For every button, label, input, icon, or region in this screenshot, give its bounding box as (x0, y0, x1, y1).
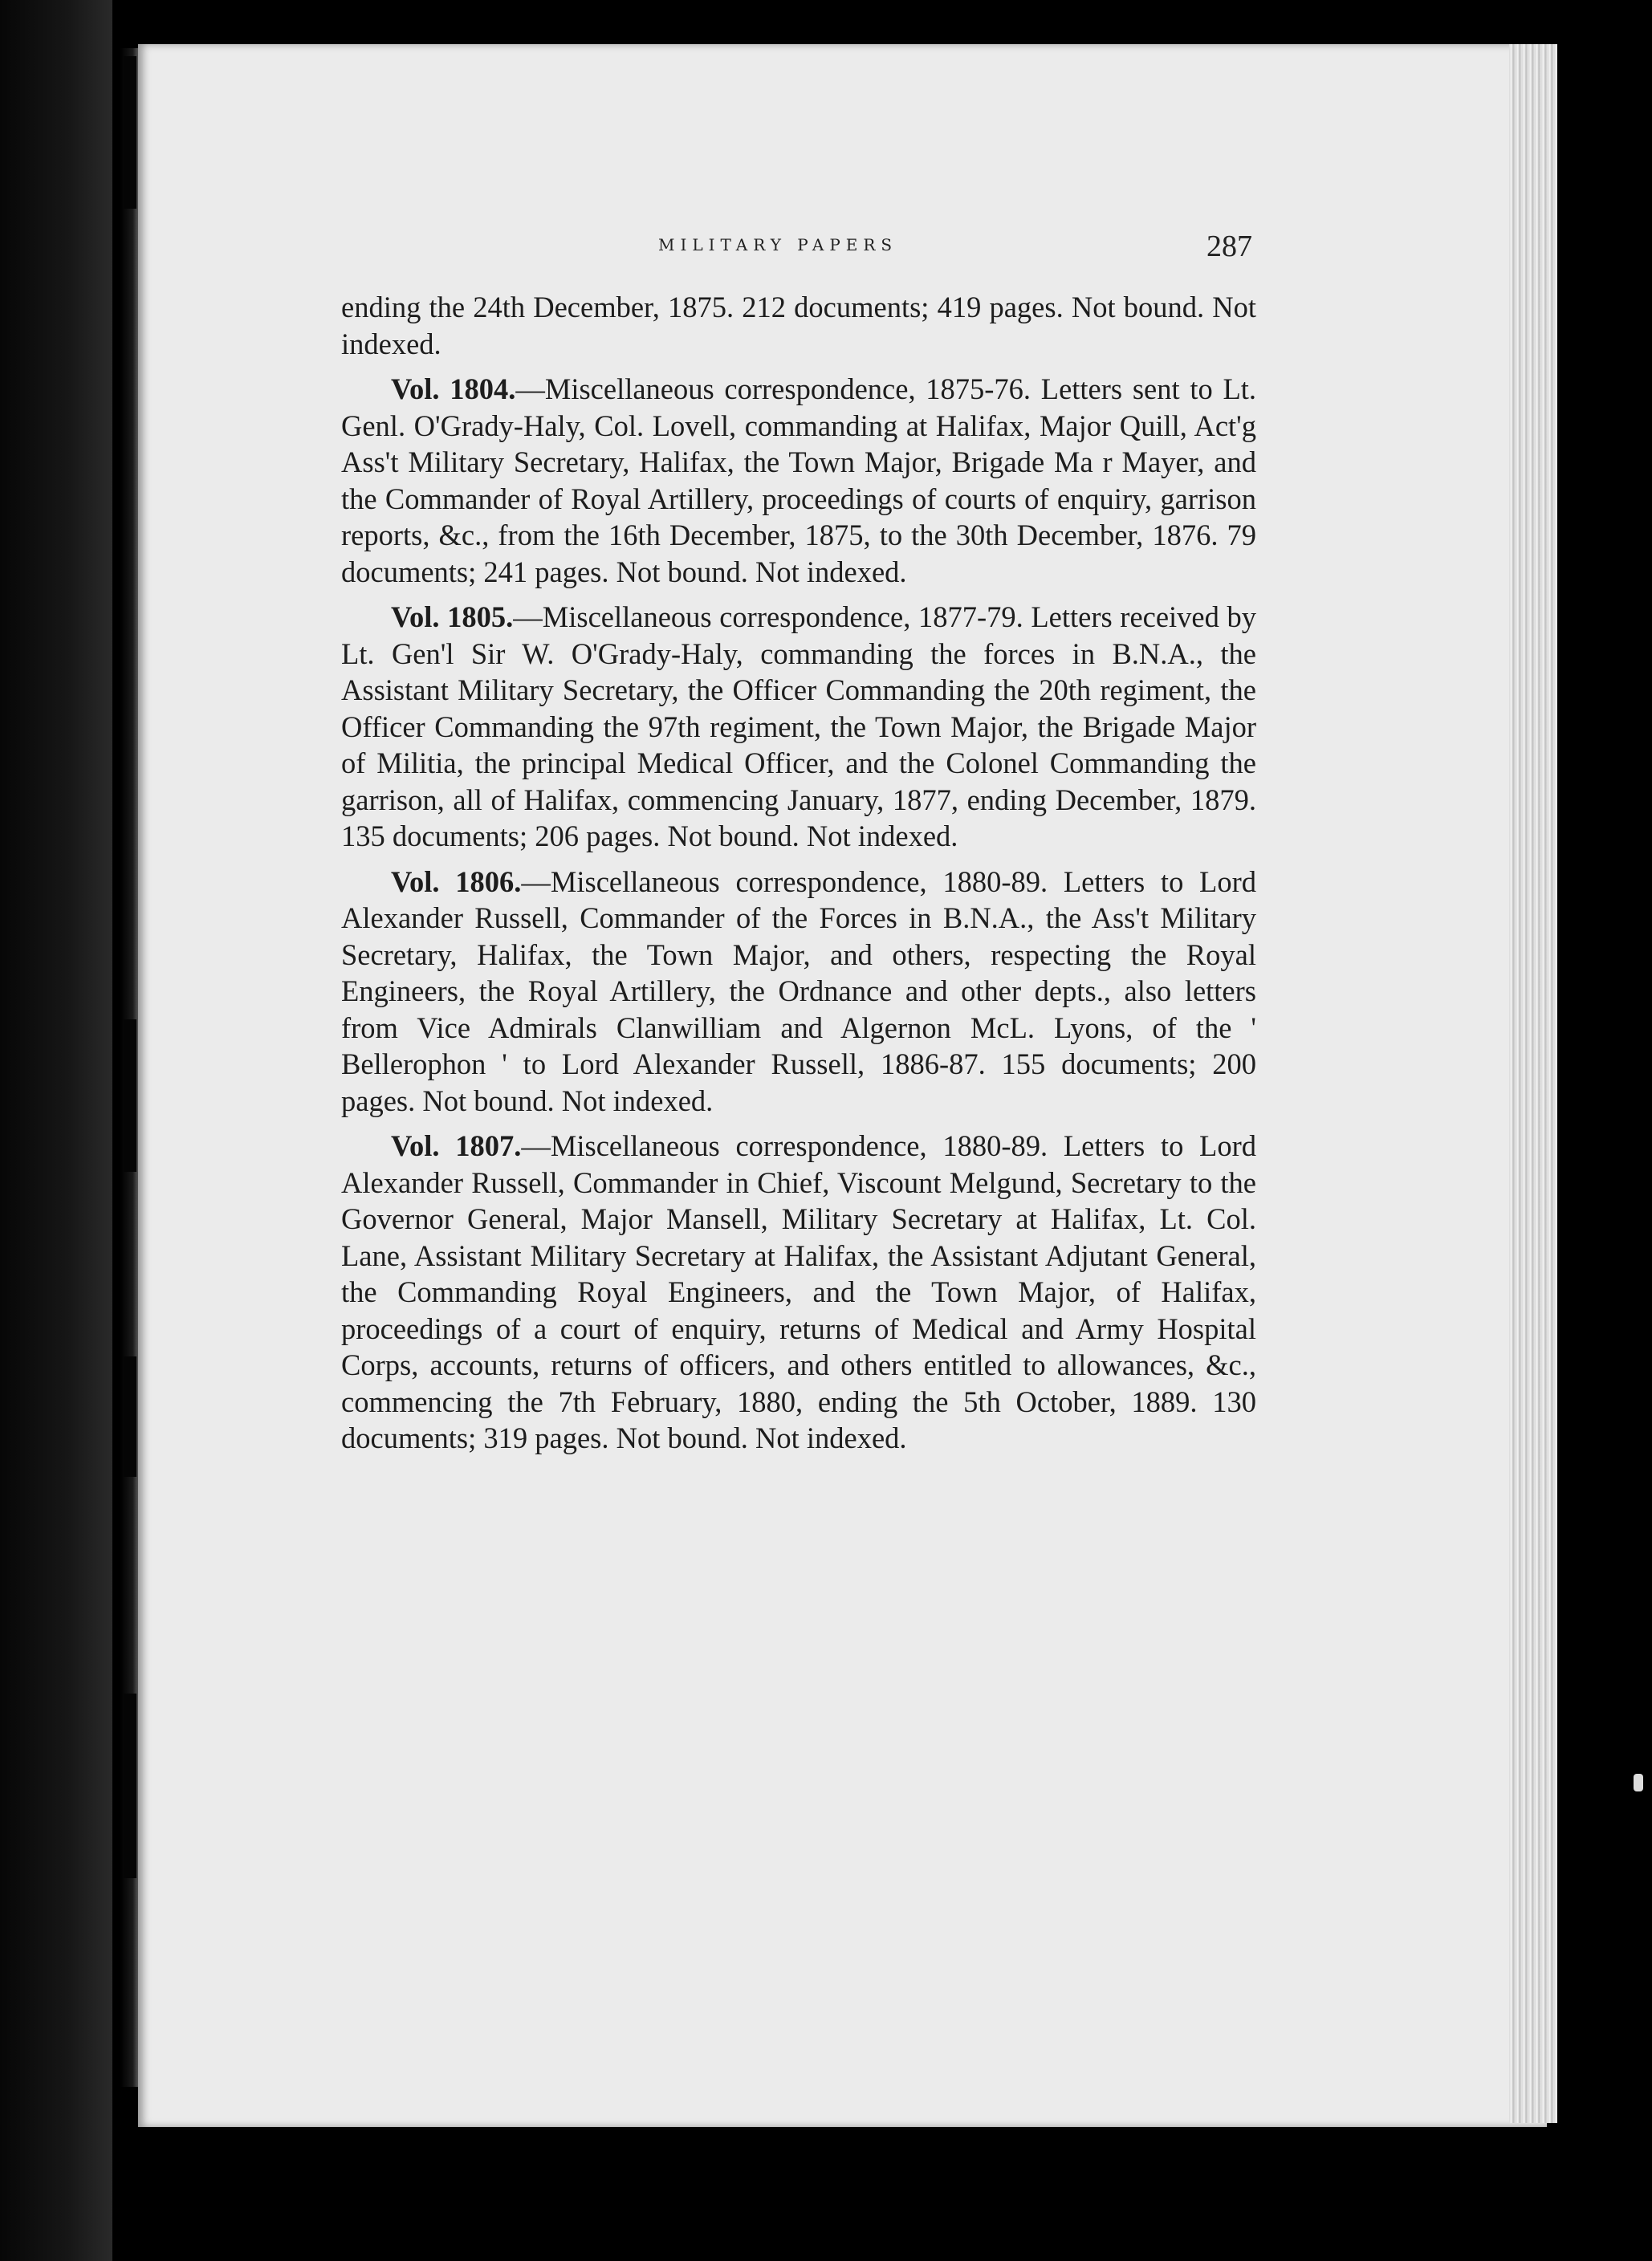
paragraph-text: ending the 24th December, 1875. 212 documents; 419 pages. Not bound. Not indexed. (341, 291, 1256, 360)
binding-mark (124, 1019, 136, 1172)
volume-label: Vol. 1806. (391, 864, 522, 898)
binding-mark (124, 1694, 136, 1878)
paragraph-text: —Miscellaneous correspondence, 1875-76. Letters sent to Lt. Genl. O'Grady-Haly, Col. Lovell, commanding at Halifax, Major Quill, Act'g Ass't Military Secretary, Halifax, the Town Major, Brigade Ma r Mayer, and the Commander of Royal Artillery, proceedings of courts of enquiry, garrison reports, &c., from the 16th December, 1875, to the 30th December, 1876. 79 documents; 241 pages. Not bound. Not indexed. (341, 372, 1257, 588)
binding-mark (124, 1356, 136, 1477)
volume-label: Vol. 1804. (391, 372, 516, 405)
running-header-title: MILITARY PAPERS (658, 235, 898, 254)
paragraph-text: —Miscellaneous correspondence, 1880-89. Letters to Lord Alexander Russell, Commander of the Forces in B.N.A., the Ass't Military Secretary, Halifax, the Town Major, and others, respecting the Royal Engineers, the Royal Artillery, the Ordnance and other depts., also letters from Vice Admirals Clanwilliam and Algernon McL. Lyons, of the ' Bellerophon ' to Lord Alexander Russell, 1886-87. 155 documents; 200 pages. Not bound. Not indexed. (341, 864, 1256, 1117)
book-gutter (0, 0, 112, 2261)
paragraph-text: —Miscellaneous correspondence, 1877-79. Letters received by Lt. Gen'l Sir W. O'Grady-Haly, commanding the forces in B.N.A., the Assistant Military Secretary, the Officer Commanding the 20th regiment, the Officer Commanding the 97th regiment, the Town Major, the Brigade Major of Militia, the principal Medical Officer, and the Colonel Commanding the garrison, all of Halifax, commencing January, 1877, ending December, 1879. 135 documents; 206 pages. Not bound. Not indexed. (341, 600, 1256, 852)
page-number: 287 (1206, 230, 1252, 263)
paragraph-continuation (341, 289, 1256, 362)
page-body (341, 289, 1256, 1466)
binding-mark (124, 56, 136, 209)
paragraph-text: —Miscellaneous correspondence, 1880-89. Letters to Lord Alexander Russell, Commander in Chief, Viscount Melgund, Secretary to the Governor General, Major Mansell, Military Secretary at Halifax, Lt. Col. Lane, Assistant Military Secretary at Halifax, the Assistant Adjutant General, the Commanding Royal Engineers, and the Town Major, of Halifax, proceedings of a court of enquiry, returns of Medical and Army Hospital Corps, accounts, returns of officers, and others entitled to allowances, &c., commencing the 7th February, 1880, ending the 5th October, 1889. 130 documents; 319 pages. Not bound. Not indexed. (341, 1129, 1256, 1454)
scan-artifact (1634, 1774, 1643, 1791)
volume-label: Vol. 1805. (391, 600, 514, 633)
paragraph-vol-1804 (341, 371, 1256, 590)
paragraph-vol-1807 (341, 1128, 1256, 1457)
volume-label: Vol. 1807. (391, 1129, 522, 1162)
paragraph-vol-1805 (341, 599, 1256, 855)
paragraph-vol-1806 (341, 864, 1256, 1120)
running-header (341, 229, 1260, 269)
page-stack-edges (1509, 44, 1557, 2123)
